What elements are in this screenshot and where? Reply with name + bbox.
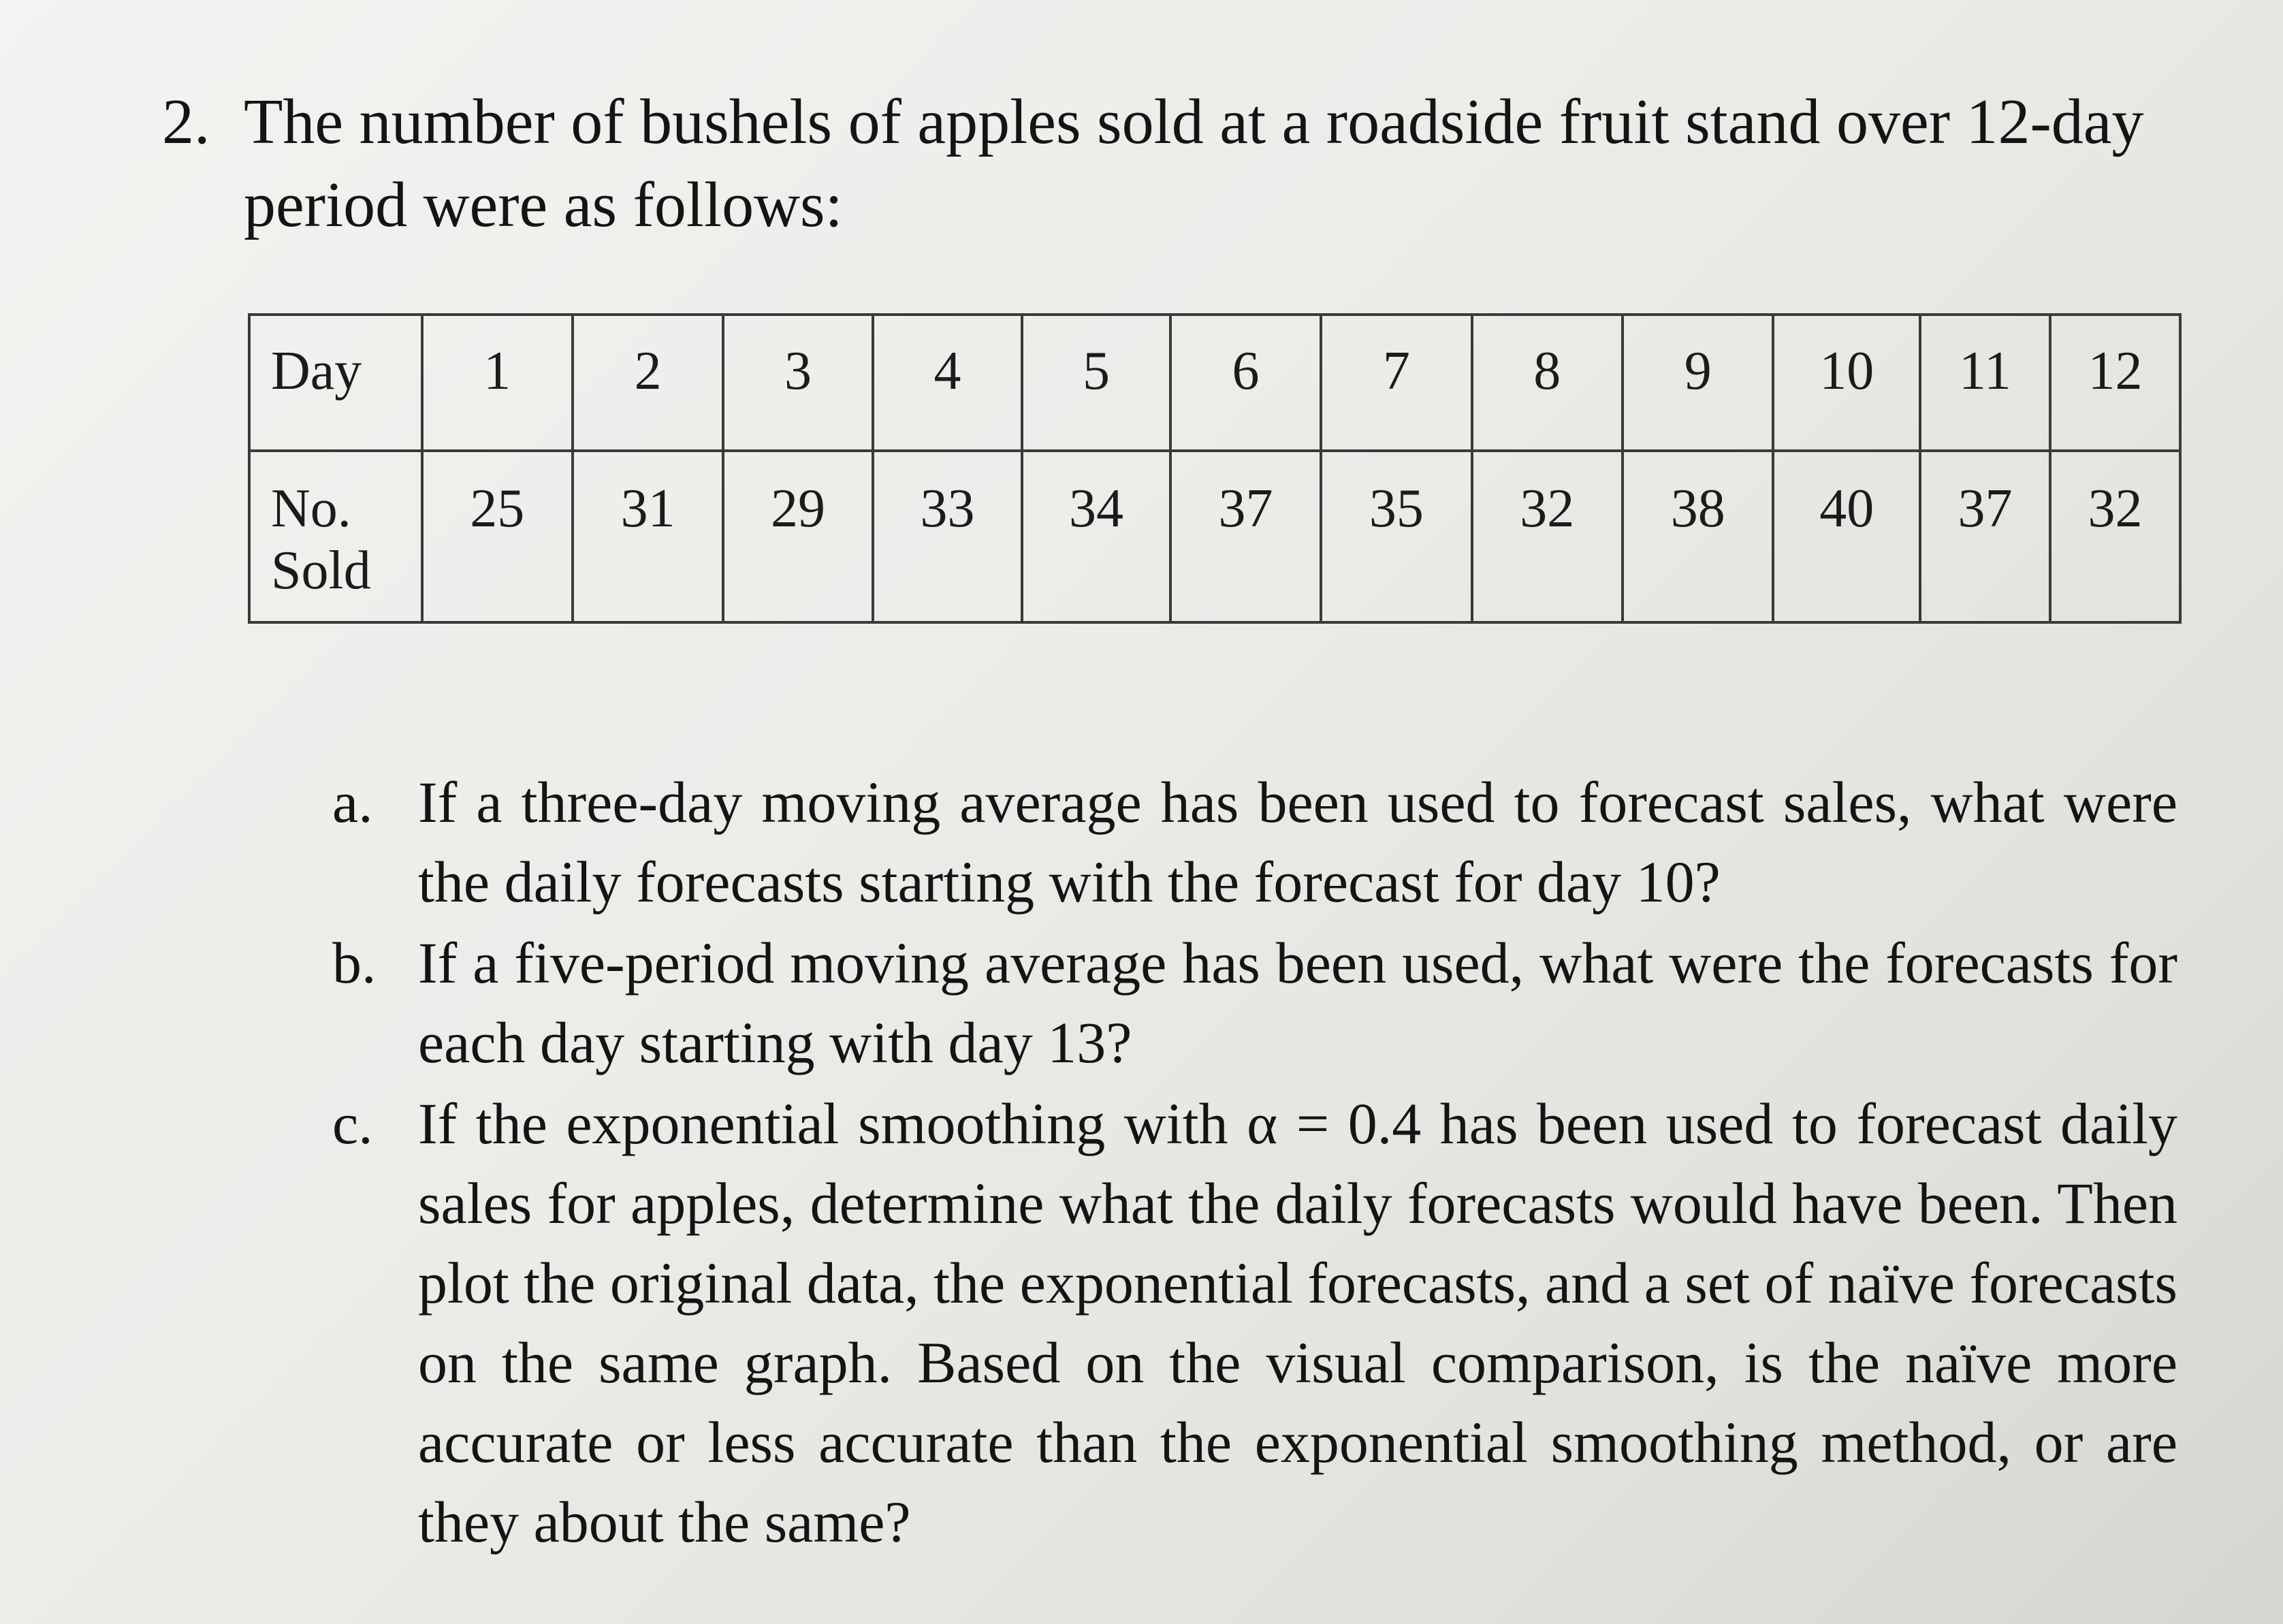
part-text: If a three-day moving average has been used to forecast sales, what were the daily forecasts starting with the forecast for day 10? (418, 769, 2177, 914)
day-cell: 7 (1321, 315, 1471, 451)
part-letter: b. (332, 930, 377, 996)
part-b (332, 923, 2177, 1083)
day-label: Day (249, 315, 422, 451)
sold-cell: 32 (2050, 451, 2180, 622)
sold-cell: 37 (1170, 451, 1321, 622)
day-cell: 2 (573, 315, 723, 451)
part-text: If a five-period moving average has been used, what were the forecasts for each day starting with day 13? (418, 930, 2177, 1075)
part-c (332, 1084, 2177, 1562)
day-cell: 6 (1170, 315, 1321, 451)
sold-cell: 31 (573, 451, 723, 622)
day-cell: 12 (2050, 315, 2180, 451)
day-cell: 10 (1773, 315, 1920, 451)
sold-cell: 32 (1472, 451, 1623, 622)
day-cell: 1 (422, 315, 573, 451)
sold-cell: 34 (1022, 451, 1170, 622)
day-cell: 4 (873, 315, 1022, 451)
day-cell: 5 (1022, 315, 1170, 451)
day-cell: 3 (723, 315, 872, 451)
day-cell: 11 (1920, 315, 2050, 451)
sold-cell: 33 (873, 451, 1022, 622)
sold-cell: 35 (1321, 451, 1471, 622)
day-cell: 9 (1623, 315, 1773, 451)
part-letter: c. (332, 1091, 373, 1156)
sold-label: No. Sold (249, 451, 422, 622)
sub-question-list (332, 763, 2177, 1563)
sold-cell: 37 (1920, 451, 2050, 622)
day-cell: 8 (1472, 315, 1623, 451)
sold-row (249, 451, 2180, 622)
sold-cell: 25 (422, 451, 573, 622)
part-a (332, 763, 2177, 922)
apple-sales-table (248, 313, 2182, 624)
question-text: The number of bushels of apples sold at a roadside fruit stand over 12-day period were as follows: (244, 86, 2144, 240)
part-letter: a. (332, 769, 373, 835)
part-text: If the exponential smoothing with α = 0.4 has been used to forecast daily sales for apples, determine what the daily forecasts would have been. Then plot the original data, the exponential forecasts, and a set of naïve forecasts on the same graph. Based on the visual comparison, is the naïve more accurate or less accurate than the exponential smoothing method, or are they about the same? (418, 1091, 2177, 1555)
sold-cell: 29 (723, 451, 872, 622)
day-row (249, 315, 2180, 451)
sold-cell: 40 (1773, 451, 1920, 622)
sold-cell: 38 (1623, 451, 1773, 622)
question-number: 2. (162, 86, 210, 157)
